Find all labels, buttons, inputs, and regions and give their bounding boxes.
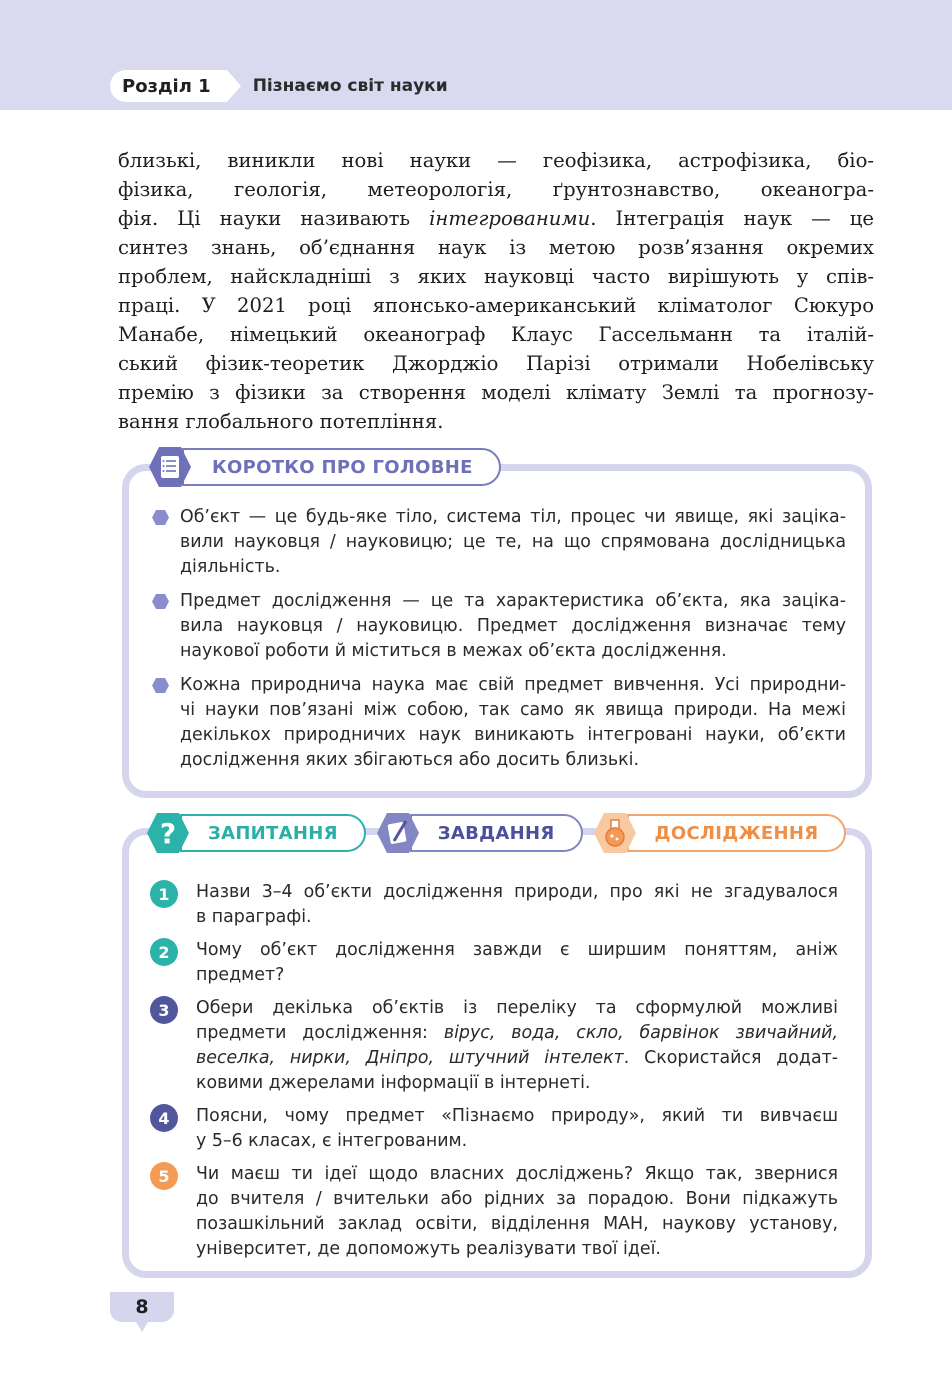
questions-list xyxy=(150,880,838,1270)
question-number: 2 xyxy=(150,938,178,966)
question-number: 5 xyxy=(150,1162,178,1190)
text-line: близькі, виникли нові науки — геофізика, астрофізика, біо- xyxy=(118,149,874,172)
list-item: Об’єкт — це будь-яке тіло, система тіл, процес чи явище, які заціка- вили науковця / науковицю; це те, на що спрямована дослідницька діяльність. xyxy=(152,505,846,580)
text-line: синтез знань, об’єднання наук із метою розв’язання окремих xyxy=(118,236,874,259)
text-line: Манабе, німецький океанограф Клаус Гассельманн та італій- xyxy=(118,323,874,346)
question-number: 1 xyxy=(150,880,178,908)
svg-text:?: ? xyxy=(159,817,177,850)
list-item: Кожна природнича наука має свій предмет вивчення. Усі природни- чі науки пов’язані між собою, так само як явища природи. На межі декількох природничих наук виникають інтегровані науки, об’єкти дослідження яких збігаються або досить близькі. xyxy=(152,673,846,773)
flask-icon xyxy=(593,811,637,855)
tab-tasks-label: ЗАВДАННЯ xyxy=(437,822,555,844)
main-paragraph xyxy=(118,146,874,436)
question-mark-icon xyxy=(146,811,190,855)
page-number: 8 xyxy=(135,1296,149,1318)
summary-list xyxy=(152,505,846,782)
summary-title-wrap xyxy=(182,448,501,486)
chapter-title: Пізнаємо світ науки xyxy=(252,76,448,96)
list-item: 5 Чи маєш ти ідеї щодо власних досліджень? Якщо так, звернися до вчителя / вчительки або рідних за порадою. Вони підкажуть позашкільний заклад освіти, відділення МАН, наукову установу, університет, де допоможуть реалізувати твої ідеї. xyxy=(150,1162,838,1262)
hexagon-bullet-icon xyxy=(152,594,169,609)
list-item: 2 Чому об’єкт дослідження завжди є ширшим поняттям, аніж предмет? xyxy=(150,938,838,988)
list-item: 1 Назви 3–4 об’єкти дослідження природи, про які не згадувалося в параграфі. xyxy=(150,880,838,930)
list-item: Предмет дослідження — це та характеристика об’єкта, яка заціка- вила науковця / науковицю. Предмет дослідження визначає тему наукової роботи й міститься в межах об’єкта дослідження. xyxy=(152,589,846,664)
tab-research-label: ДОСЛІДЖЕННЯ xyxy=(654,822,819,844)
tab-questions-label: ЗАПИТАННЯ xyxy=(208,822,338,844)
list-item: 3 Обери декілька об’єктів із переліку та сформулюй можливі предмети дослідження: вірус, вода, скло, барвінок звичайний, веселка, нирки, Дніпро, штучний інтелект. Скористайся додат- ковими джерелами інформації в інтернеті. xyxy=(150,996,838,1096)
chapter-breadcrumb xyxy=(110,70,448,102)
tab-research xyxy=(593,811,847,855)
text-line: фізика, геологія, метеорологія, ґрунтознавство, океаногра- xyxy=(118,178,874,201)
tab-questions xyxy=(146,811,366,855)
question-number: 3 xyxy=(150,996,178,1024)
summary-title: КОРОТКО ПРО ГОЛОВНЕ xyxy=(212,456,473,478)
emphasis-term: інтегрованими xyxy=(429,207,591,230)
tab-tasks xyxy=(376,811,583,855)
list-item: 4 Поясни, чому предмет «Пізнаємо природу», який ти вивчаєш у 5–6 класах, є інтегрованим. xyxy=(150,1104,838,1154)
section-tabs xyxy=(146,811,846,855)
pencil-paper-icon xyxy=(376,811,420,855)
hexagon-bullet-icon xyxy=(152,678,169,693)
page-number-tab xyxy=(110,1292,174,1322)
text-line: премію з фізики за створення моделі клімату Землі та прогнозу- xyxy=(118,381,874,404)
question-number: 4 xyxy=(150,1104,178,1132)
checklist-icon xyxy=(148,445,192,489)
summary-header xyxy=(148,446,501,488)
text-line: проблем, найскладніші з яких науковці часто вирішують у спів- xyxy=(118,265,874,288)
hexagon-bullet-icon xyxy=(152,510,169,525)
text-line: праці. У 2021 році японсько-американський кліматолог Сюкуро xyxy=(118,294,874,317)
text-line: фія. Ці науки називають інтегрованими. Інтеграція наук — це xyxy=(118,207,874,230)
text-line: вання глобального потепління. xyxy=(118,410,444,433)
text-line: ський фізик-теоретик Джорджіо Парізі отримали Нобелівську xyxy=(118,352,874,375)
chapter-label: Розділ 1 xyxy=(110,70,227,102)
